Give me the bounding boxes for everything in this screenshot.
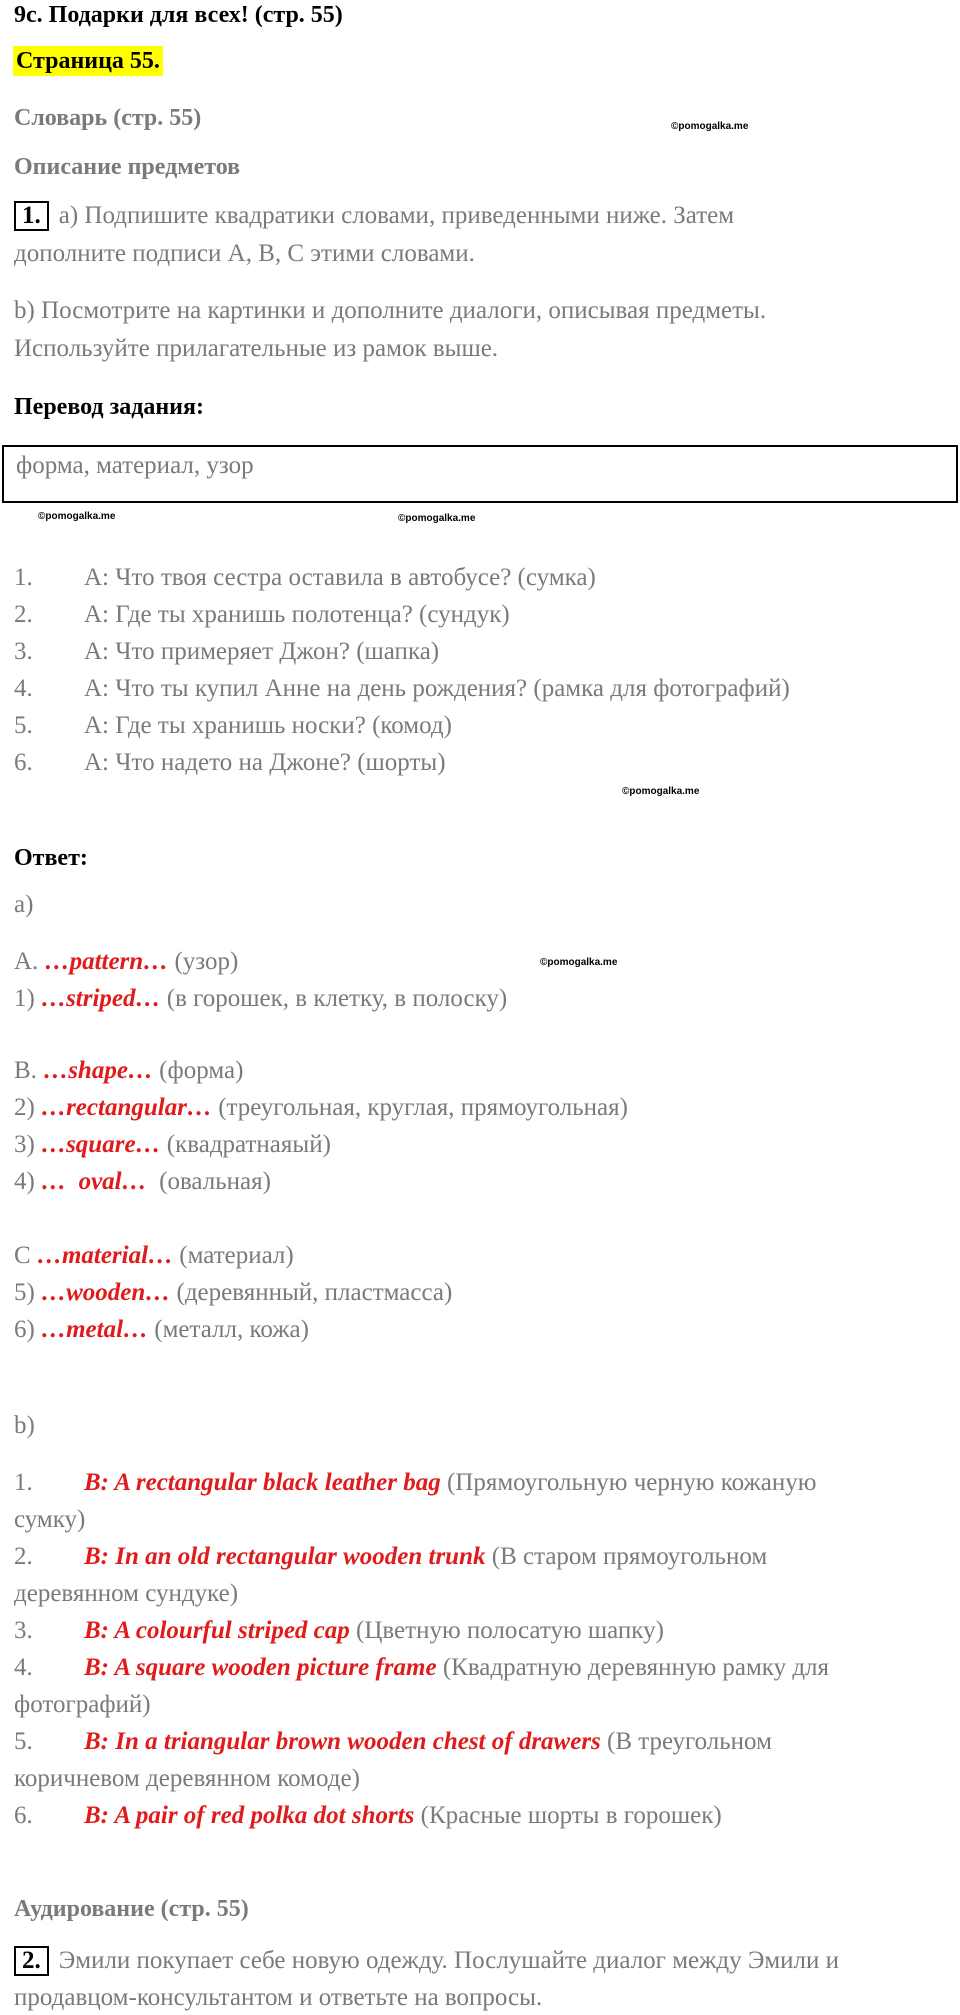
vocab-heading: Словарь (стр. 55) xyxy=(14,105,202,131)
answer-word: …shape… xyxy=(43,1057,153,1084)
list-text: А: Что надето на Джоне? (шорты) xyxy=(84,749,446,776)
answer-word: … oval… xyxy=(41,1168,147,1195)
answer-prefix: 3) xyxy=(14,1131,42,1158)
answer-english: B: A rectangular black leather bag xyxy=(84,1469,441,1496)
listening-line1 xyxy=(14,1945,839,1977)
listening-heading: Аудирование (стр. 55) xyxy=(14,1896,249,1922)
answer-gloss: (материал) xyxy=(173,1242,294,1269)
list-text: А: Что примеряет Джон? (шапка) xyxy=(84,638,440,665)
page-number-highlight: Страница 55. xyxy=(13,46,163,76)
answer-b-item-cont: деревянном сундуке) xyxy=(14,1580,239,1607)
answer-word: …striped… xyxy=(41,985,161,1012)
page-title: 9с. Подарки для всех! (стр. 55) xyxy=(14,2,343,28)
answer-word: …pattern… xyxy=(44,948,169,975)
answer-b-item xyxy=(14,1652,829,1684)
translation-box xyxy=(2,445,958,503)
answer-prefix: А. xyxy=(14,948,45,975)
answer-prefix: 2) xyxy=(14,1094,42,1121)
list-item xyxy=(14,636,439,668)
list-number: 1. xyxy=(14,1469,33,1496)
answer-a-line xyxy=(14,946,238,978)
answer-prefix: С xyxy=(14,1242,37,1269)
list-number: 4. xyxy=(14,1654,33,1681)
answer-english: B: A pair of red polka dot shorts xyxy=(84,1802,415,1829)
answer-english: B: In a triangular brown wooden chest of drawers xyxy=(84,1728,601,1755)
task1-a-text: а) Подпишите квадратики словами, приведенными ниже. Затем xyxy=(58,202,735,229)
answer-b-item xyxy=(14,1541,767,1573)
watermark: ©pomogalka.me xyxy=(671,121,749,132)
list-number: 3. xyxy=(14,638,33,665)
list-text: А: Что ты купил Анне на день рождения? (рамка для фотографий) xyxy=(84,675,790,702)
answer-word: …square… xyxy=(41,1131,161,1158)
answer-english: B: A square wooden picture frame xyxy=(84,1654,437,1681)
task-number-badge: 2. xyxy=(14,1946,49,1976)
answer-gloss: (металл, кожа) xyxy=(148,1316,309,1343)
list-text: А: Где ты хранишь носки? (комод) xyxy=(84,712,452,739)
answer-prefix: В. xyxy=(14,1057,44,1084)
answer-b-item-cont: фотографий) xyxy=(14,1691,151,1718)
answer-b-item-cont: сумку) xyxy=(14,1506,86,1533)
list-number: 1. xyxy=(14,564,33,591)
answer-word: …material… xyxy=(36,1242,174,1269)
answer-word: …metal… xyxy=(41,1316,149,1343)
vocab-subheading: Описание предметов xyxy=(14,154,241,180)
list-number: 5. xyxy=(14,712,33,739)
answer-part-a-label: а) xyxy=(14,891,34,918)
answer-russian: (Цветную полосатую шапку) xyxy=(349,1617,664,1644)
list-item xyxy=(14,673,790,705)
answer-prefix: 6) xyxy=(14,1316,42,1343)
answer-english: B: In an old rectangular wooden trunk xyxy=(84,1543,486,1570)
answer-gloss: (узор) xyxy=(168,948,239,975)
list-number: 2. xyxy=(14,601,33,628)
answer-b-item xyxy=(14,1726,772,1758)
answer-prefix: 5) xyxy=(14,1279,42,1306)
answer-gloss: (квадратнаяый) xyxy=(160,1131,331,1158)
answer-gloss: (треугольная, круглая, прямоугольная) xyxy=(211,1094,628,1121)
answer-a-line xyxy=(14,1240,294,1272)
answer-gloss: (деревянный, пластмасса) xyxy=(170,1279,453,1306)
list-number: 6. xyxy=(14,1802,33,1829)
task1-b-line1: b) Посмотрите на картинки и дополните диалоги, описывая предметы. xyxy=(14,297,767,324)
answer-a-line xyxy=(14,1055,243,1087)
listening-text: Эмили покупает себе новую одежду. Послушайте диалог между Эмили и xyxy=(58,1947,840,1974)
answer-russian: (В треугольном xyxy=(600,1728,772,1755)
list-item xyxy=(14,562,596,594)
task1-a-line1 xyxy=(14,200,734,232)
answer-a-line xyxy=(14,1314,309,1346)
answer-a-line xyxy=(14,1129,331,1161)
list-item xyxy=(14,710,452,742)
answer-english: B: A colourful striped cap xyxy=(84,1617,350,1644)
answer-russian: (Квадратную деревянную рамку для xyxy=(436,1654,830,1681)
answer-b-item xyxy=(14,1467,816,1499)
answer-a-line xyxy=(14,1166,271,1198)
task1-b-line2: Используйте прилагательные из рамок выше. xyxy=(14,335,499,362)
list-number: 3. xyxy=(14,1617,33,1644)
translation-heading: Перевод задания: xyxy=(14,394,204,420)
watermark: ©pomogalka.me xyxy=(38,511,116,522)
answer-a-line xyxy=(14,983,507,1015)
answer-a-line xyxy=(14,1277,452,1309)
listening-line2: продавцом-консультантом и ответьте на вопросы. xyxy=(14,1984,543,2011)
watermark: ©pomogalka.me xyxy=(622,786,700,797)
answer-b-item xyxy=(14,1800,722,1832)
task-number-badge: 1. xyxy=(14,201,49,231)
task1-a-line2: дополните подписи А, В, С этими словами. xyxy=(14,240,475,267)
answer-word: …rectangular… xyxy=(41,1094,212,1121)
answer-russian: (Красные шорты в горошек) xyxy=(414,1802,722,1829)
list-number: 6. xyxy=(14,749,33,776)
list-item xyxy=(14,747,446,779)
answer-a-line xyxy=(14,1092,628,1124)
watermark: ©pomogalka.me xyxy=(398,513,476,524)
list-item xyxy=(14,599,510,631)
answer-russian: (В старом прямоугольном xyxy=(485,1543,768,1570)
answer-word: …wooden… xyxy=(41,1279,171,1306)
list-number: 4. xyxy=(14,675,33,702)
list-number: 5. xyxy=(14,1728,33,1755)
page-number-label xyxy=(13,46,163,76)
answer-b-item-cont: коричневом деревянном комоде) xyxy=(14,1765,360,1792)
answer-gloss: (в горошек, в клетку, в полоску) xyxy=(160,985,508,1012)
list-text: А: Где ты хранишь полотенца? (сундук) xyxy=(84,601,510,628)
answer-russian: (Прямоугольную черную кожаную xyxy=(440,1469,817,1496)
answer-b-item xyxy=(14,1615,664,1647)
list-number: 2. xyxy=(14,1543,33,1570)
answer-prefix: 1) xyxy=(14,985,42,1012)
answer-part-b-label: b) xyxy=(14,1412,35,1439)
answer-gloss: (форма) xyxy=(152,1057,244,1084)
list-text: А: Что твоя сестра оставила в автобусе? (сумка) xyxy=(84,564,596,591)
answer-heading: Ответ: xyxy=(14,845,88,871)
translation-box-text: форма, материал, узор xyxy=(16,452,254,479)
answer-gloss: (овальная) xyxy=(146,1168,271,1195)
watermark: ©pomogalka.me xyxy=(540,957,618,968)
answer-prefix: 4) xyxy=(14,1168,42,1195)
